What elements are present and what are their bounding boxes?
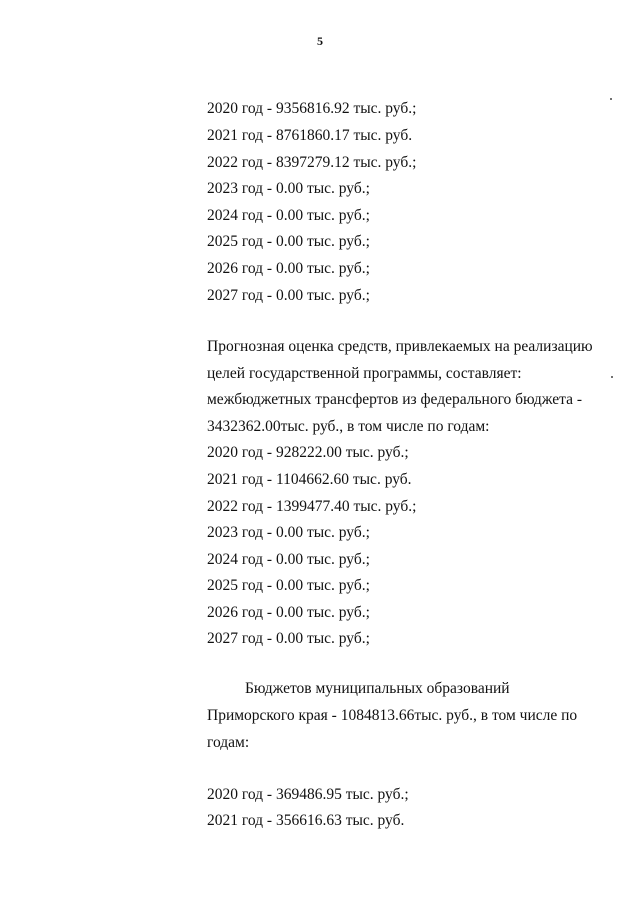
year-line: 2022 год - 1399477.40 тыс. руб.; [207, 498, 417, 515]
paragraph-line: Бюджетов муниципальных образований [245, 680, 510, 697]
year-line: 2027 год - 0.00 тыс. руб.; [207, 630, 370, 647]
year-line: 2021 год - 356616.63 тыс. руб. [207, 812, 405, 829]
year-line: 2025 год - 0.00 тыс. руб.; [207, 577, 370, 594]
scan-speck [610, 98, 612, 100]
year-line: 2020 год - 928222.00 тыс. руб.; [207, 444, 409, 461]
scan-speck [611, 376, 613, 378]
paragraph-line: целей государственной программы, составляет: [207, 365, 522, 382]
paragraph-line: межбюджетных трансфертов из федерального бюджета - [207, 391, 583, 408]
year-line: 2021 год - 1104662.60 тыс. руб. [207, 471, 412, 488]
year-line: 2020 год - 369486.95 тыс. руб.; [207, 786, 409, 803]
year-line: 2027 год - 0.00 тыс. руб.; [207, 287, 370, 304]
page-number: 5 [317, 34, 323, 48]
year-line: 2024 год - 0.00 тыс. руб.; [207, 551, 370, 568]
paragraph-line: годам: [207, 734, 250, 751]
year-line: 2023 год - 0.00 тыс. руб.; [207, 180, 370, 197]
paragraph-line: Приморского края - 1084813.66тыс. руб., в том числе по [207, 707, 578, 724]
year-line: 2025 год - 0.00 тыс. руб.; [207, 233, 370, 250]
year-line: 2022 год - 8397279.12 тыс. руб.; [207, 154, 417, 171]
paragraph-line: Прогнозная оценка средств, привлекаемых на реализацию [207, 338, 593, 355]
year-line: 2020 год - 9356816.92 тыс. руб.; [207, 100, 417, 117]
year-line: 2023 год - 0.00 тыс. руб.; [207, 524, 370, 541]
year-line: 2024 год - 0.00 тыс. руб.; [207, 207, 370, 224]
year-line: 2026 год - 0.00 тыс. руб.; [207, 604, 370, 621]
year-line: 2021 год - 8761860.17 тыс. руб. [207, 127, 413, 144]
paragraph-line: 3432362.00тыс. руб., в том числе по годам: [207, 418, 490, 435]
year-line: 2026 год - 0.00 тыс. руб.; [207, 260, 370, 277]
